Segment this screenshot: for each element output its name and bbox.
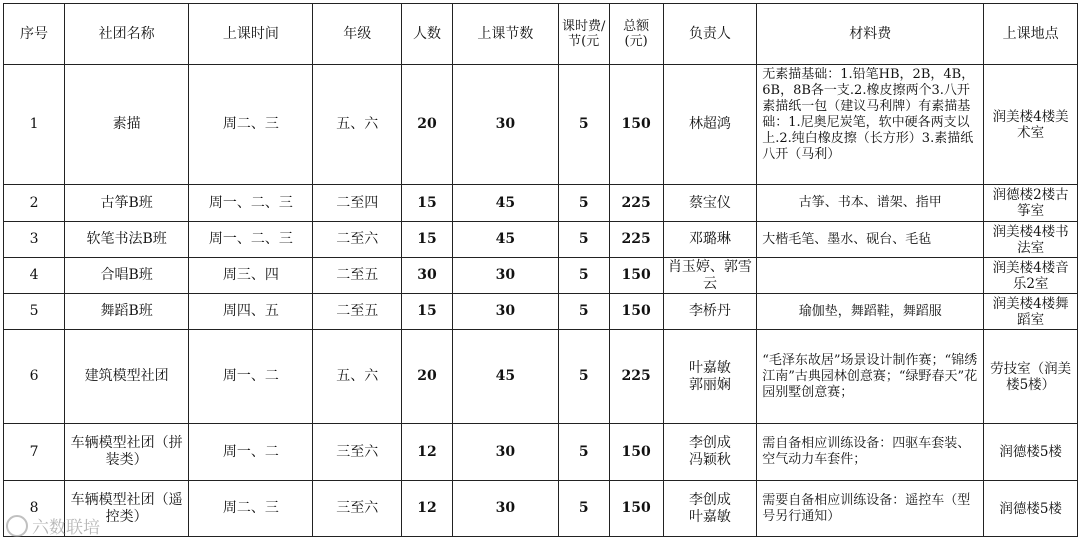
- header-total: 总额(元): [609, 4, 663, 65]
- cell-total: 150: [609, 65, 663, 185]
- cell-location: 润德楼5楼: [984, 481, 1078, 537]
- header-row: [4, 4, 1078, 65]
- cell-total: 225: [609, 330, 663, 424]
- header-grade: 年级: [313, 4, 402, 65]
- cell-materials: “毛泽东故居”场景设计制作赛；“锦绣江南”古典园林创意赛；“绿野春天”花园别墅创意赛；: [757, 330, 984, 424]
- cell-count: 20: [402, 65, 453, 185]
- cell-club: 建筑模型社团: [65, 330, 189, 424]
- cell-grade: 二至五: [313, 294, 402, 330]
- cell-leader: 蔡宝仪: [663, 185, 757, 222]
- cell-seq: 4: [4, 258, 65, 294]
- cell-time: 周二、三: [189, 481, 313, 537]
- cell-leader: 李创成 叶嘉敏: [663, 481, 757, 537]
- club-table: [3, 3, 1078, 537]
- cell-location: 润美楼4楼舞蹈室: [984, 294, 1078, 330]
- cell-time: 周一、二、三: [189, 185, 313, 222]
- watermark: [6, 513, 100, 538]
- cell-time: 周一、二: [189, 424, 313, 481]
- cell-grade: 三至六: [313, 424, 402, 481]
- cell-seq: 5: [4, 294, 65, 330]
- cell-grade: 五、六: [313, 65, 402, 185]
- header-location: 上课地点: [984, 4, 1078, 65]
- cell-sessions: 30: [452, 481, 558, 537]
- cell-materials: 古筝、书本、谱架、指甲: [757, 185, 984, 222]
- cell-total: 150: [609, 294, 663, 330]
- cell-club: 素描: [65, 65, 189, 185]
- cell-sessions: 45: [452, 330, 558, 424]
- cell-leader: 叶嘉敏 郭丽娴: [663, 330, 757, 424]
- cell-count: 15: [402, 294, 453, 330]
- cell-seq: 6: [4, 330, 65, 424]
- cell-sessions: 30: [452, 258, 558, 294]
- cell-materials: [757, 258, 984, 294]
- table-row: [4, 65, 1078, 185]
- cell-count: 15: [402, 185, 453, 222]
- cell-sessions: 30: [452, 65, 558, 185]
- cell-time: 周四、五: [189, 294, 313, 330]
- cell-grade: 三至六: [313, 481, 402, 537]
- cell-count: 30: [402, 258, 453, 294]
- cell-leader: 邓璐琳: [663, 222, 757, 258]
- cell-total: 150: [609, 481, 663, 537]
- cell-location: 润美楼4楼美术室: [984, 65, 1078, 185]
- cell-seq: 1: [4, 65, 65, 185]
- cell-club: 舞蹈B班: [65, 294, 189, 330]
- cell-fee: 5: [558, 481, 609, 537]
- header-time: 上课时间: [189, 4, 313, 65]
- cell-total: 150: [609, 258, 663, 294]
- cell-time: 周二、三: [189, 65, 313, 185]
- cell-time: 周一、二、三: [189, 222, 313, 258]
- table-row: [4, 424, 1078, 481]
- cell-grade: 五、六: [313, 330, 402, 424]
- cell-time: 周一、二: [189, 330, 313, 424]
- header-leader: 负责人: [663, 4, 757, 65]
- cell-fee: 5: [558, 222, 609, 258]
- cell-club: 软笔书法B班: [65, 222, 189, 258]
- table-row: [4, 481, 1078, 537]
- cell-grade: 二至五: [313, 258, 402, 294]
- cell-sessions: 45: [452, 222, 558, 258]
- header-fee-per: 课时费/节(元: [558, 4, 609, 65]
- cell-seq: 8: [4, 481, 65, 537]
- cell-club: 合唱B班: [65, 258, 189, 294]
- cell-count: 15: [402, 222, 453, 258]
- cell-materials: [757, 65, 984, 185]
- header-count: 人数: [402, 4, 453, 65]
- cell-total: 225: [609, 185, 663, 222]
- cell-fee: 5: [558, 258, 609, 294]
- cell-location: 润德楼5楼: [984, 424, 1078, 481]
- cell-total: 150: [609, 424, 663, 481]
- cell-materials: 瑜伽垫，舞蹈鞋，舞蹈服: [757, 294, 984, 330]
- cell-fee: 5: [558, 330, 609, 424]
- cell-materials: 需要自备相应训练设备：遥控车（型号另行通知）: [757, 481, 984, 537]
- cell-seq: 7: [4, 424, 65, 481]
- cell-seq: 2: [4, 185, 65, 222]
- table-row: [4, 258, 1078, 294]
- header-sessions: 上课节数: [452, 4, 558, 65]
- cell-club: 车辆模型社团（拼装类）: [65, 424, 189, 481]
- table-row: [4, 185, 1078, 222]
- cell-leader: 李桥丹: [663, 294, 757, 330]
- cell-grade: 二至六: [313, 222, 402, 258]
- logo-icon: [6, 515, 28, 537]
- cell-total: 225: [609, 222, 663, 258]
- cell-count: 20: [402, 330, 453, 424]
- table-row: [4, 222, 1078, 258]
- cell-leader: 林超鸿: [663, 65, 757, 185]
- header-materials: 材料费: [757, 4, 984, 65]
- cell-sessions: 30: [452, 424, 558, 481]
- cell-materials: 大楷毛笔、墨水、砚台、毛毡: [757, 222, 984, 258]
- cell-time: 周三、四: [189, 258, 313, 294]
- cell-materials: 需自备相应训练设备：四驱车套装、空气动力车套件；: [757, 424, 984, 481]
- table-row: [4, 330, 1078, 424]
- watermark-text: 六数联培: [32, 518, 100, 538]
- cell-location: 润德楼2楼古筝室: [984, 185, 1078, 222]
- table-row: [4, 294, 1078, 330]
- cell-count: 12: [402, 424, 453, 481]
- cell-fee: 5: [558, 294, 609, 330]
- cell-leader: 肖玉婷、郭雪云: [663, 258, 757, 294]
- cell-location: 润美楼4楼音乐2室: [984, 258, 1078, 294]
- cell-sessions: 30: [452, 294, 558, 330]
- cell-sessions: 45: [452, 185, 558, 222]
- cell-club: 车辆模型社团（遥控类）: [65, 481, 189, 537]
- cell-fee: 5: [558, 424, 609, 481]
- cell-grade: 二至四: [313, 185, 402, 222]
- cell-seq: 3: [4, 222, 65, 258]
- cell-leader: 李创成 冯颖秋: [663, 424, 757, 481]
- header-club: 社团名称: [65, 4, 189, 65]
- cell-location: 润美楼4楼书法室: [984, 222, 1078, 258]
- cell-location: 劳技室（润美楼5楼）: [984, 330, 1078, 424]
- header-seq: 序号: [4, 4, 65, 65]
- cell-club: 古筝B班: [65, 185, 189, 222]
- cell-fee: 5: [558, 65, 609, 185]
- cell-fee: 5: [558, 185, 609, 222]
- cell-count: 12: [402, 481, 453, 537]
- materials-text: 无素描基础：1.铅笔HB，2B，4B，6B，8B各一支.2.橡皮擦两个3.八开素描纸一包（建议马利牌）有素描基础：1.尼奥尼炭笔，软中硬各两支以上.2.纯白橡皮擦（长方形）3.素描纸八开（马利）: [762, 67, 975, 162]
